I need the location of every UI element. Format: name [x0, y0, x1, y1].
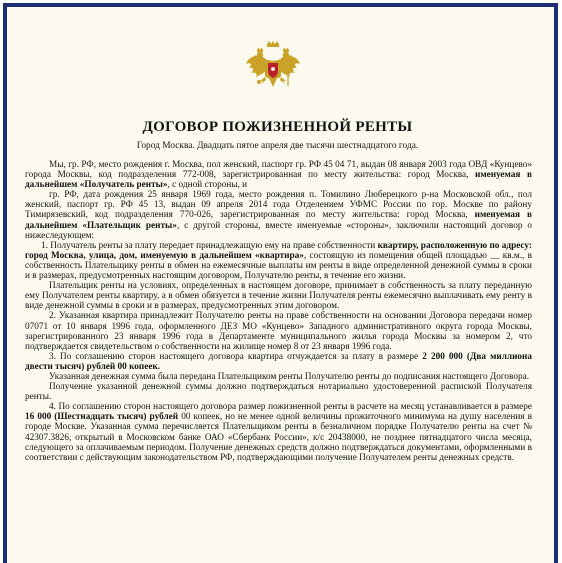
- bold-text: именуемая в дальнейшем «Плательщик ренты»: [25, 210, 532, 231]
- paragraph-text: , с другой стороны, вместе именуемые «стороны», заключили настоящий договор о нижеследующем:: [25, 220, 533, 241]
- contract-paragraph: [25, 372, 532, 382]
- bold-text: 16 000 (Шестнадцать тысяч) рублей: [25, 412, 179, 423]
- contract-paragraph: [25, 402, 532, 463]
- contract-body: [25, 160, 532, 463]
- contract-paragraph: [25, 281, 532, 311]
- paragraph-text: 3. По соглашению сторон настоящего договора квартира отчуждается за плату в размере: [49, 351, 423, 362]
- contract-paragraph: [25, 382, 532, 402]
- paragraph-text: 4. По соглашению сторон настоящего договора размер пожизненной ренты в расчете на месяц устанавливается в размере: [49, 402, 532, 413]
- paragraph-text: 1. Получатель ренты за плату передает принадлежащую ему на праве собственности: [41, 240, 378, 251]
- paragraph-text: Мы, гр. РФ, место рождения г. Москва, пол женский, паспорт гр. РФ 45 04 71, выдан 08 января 2003 года ОВД «Кунцево» города Москвы, код подразделения 772-008, зарегистрированная по месту жительства: город Москва,: [25, 160, 532, 181]
- document-title: ДОГОВОР ПОЖИЗНЕННОЙ РЕНТЫ: [142, 119, 413, 135]
- contract-paragraph: [25, 241, 532, 281]
- contract-paragraph: [25, 352, 532, 372]
- place-and-date: Город Москва. Двадцать пятое апреля две тысячи шестнадцатого года.: [136, 141, 419, 151]
- contract-paragraph: [25, 190, 532, 240]
- paragraph-text: , с одной стороны, и: [167, 180, 248, 191]
- bold-text: квартиру, расположенную по адресу: город Москва, улица, дом, именуемую в дальнейшем «квартира»: [25, 240, 532, 261]
- paragraph-text: 2. Указанная квартира принадлежит Получателю ренты на праве собственности на основании Договора передачи номер 07071 от 10 января 1996 года, оформленного ДЕЗ МО «Кунцево» Западного административного округа города Москвы, зарегистрированного 23 января 1996 года в Департаменте муниципального жилья города Москвы за номером 2, что подтверждается свидетельством о собственности на жилище номер 8 от 23 января 1996 года.: [25, 311, 532, 352]
- paragraph-text: Получение указанной денежной суммы должно подтверждаться нотариально удостоверенной распиской Получателя ренты.: [25, 382, 532, 403]
- double-headed-eagle-icon: [245, 40, 301, 90]
- bold-text: 2 200 000 (Два миллиона двести тысяч) рублей 00 копеек.: [25, 351, 533, 372]
- paragraph-text: 00 копеек, но не менее одной величины прожиточного минимума на душу населения в городе Москве. Указанная сумма перечисляется Плательщиком ренты в безналичном порядке Получателю ренты на счет № 42307.3826, открытый в Московском банке ОАО «Сбербанк России», к/с 20438000, не позднее пятнадцатого числа месяца, следующего за оплачиваемым периодом. Получение денежных средств должно подтверждаться документами, оформленными в соответствии с действующим законодательством РФ, подтверждающими получение Получателем ренты денежных средств.: [25, 412, 533, 463]
- paragraph-text: , состоящую из помещения общей площадью __ кв.м., в собственность Плательщику ренты в обмен на ежемесячные выплаты им ренты в виде определенной денежной суммы в сроки и в размерах, предусмотренных настоящим договором, Получателю ренты, в течение его жизни.: [25, 250, 532, 282]
- paragraph-text: Указанная денежная сумма была передана Плательщиком ренты Получателю ренты до подписания настоящего Договора.: [49, 371, 530, 382]
- paragraph-text: гр. РФ, дата рождения 25 января 1969 года, место рождения п. Томилино Люберецкого р-на Московской обл., пол женский, паспорт гр. РФ 45 13, выдан 09 апреля 2014 года Отделением УФМС России по гор. Москве по району Тимирязевский, код подразделения 770-026, зарегистрированная по месту жительства: город Москва,: [25, 190, 532, 221]
- contract-paragraph: [25, 311, 532, 351]
- paragraph-text: Плательщик ренты на условиях, определенных в настоящем договоре, принимает в собственность за плату переданную ему Получателем ренты квартиру, а в обмен обязуется в течение жизни Получателя ренты ежемесячно выплачивать ему ренту в виде денежной суммы в сроки и в размерах, предусмотренных этим договором.: [25, 281, 532, 312]
- contract-paragraph: [25, 160, 532, 190]
- bold-text: именуемая в дальнейшем «Получатель ренты»: [25, 170, 533, 191]
